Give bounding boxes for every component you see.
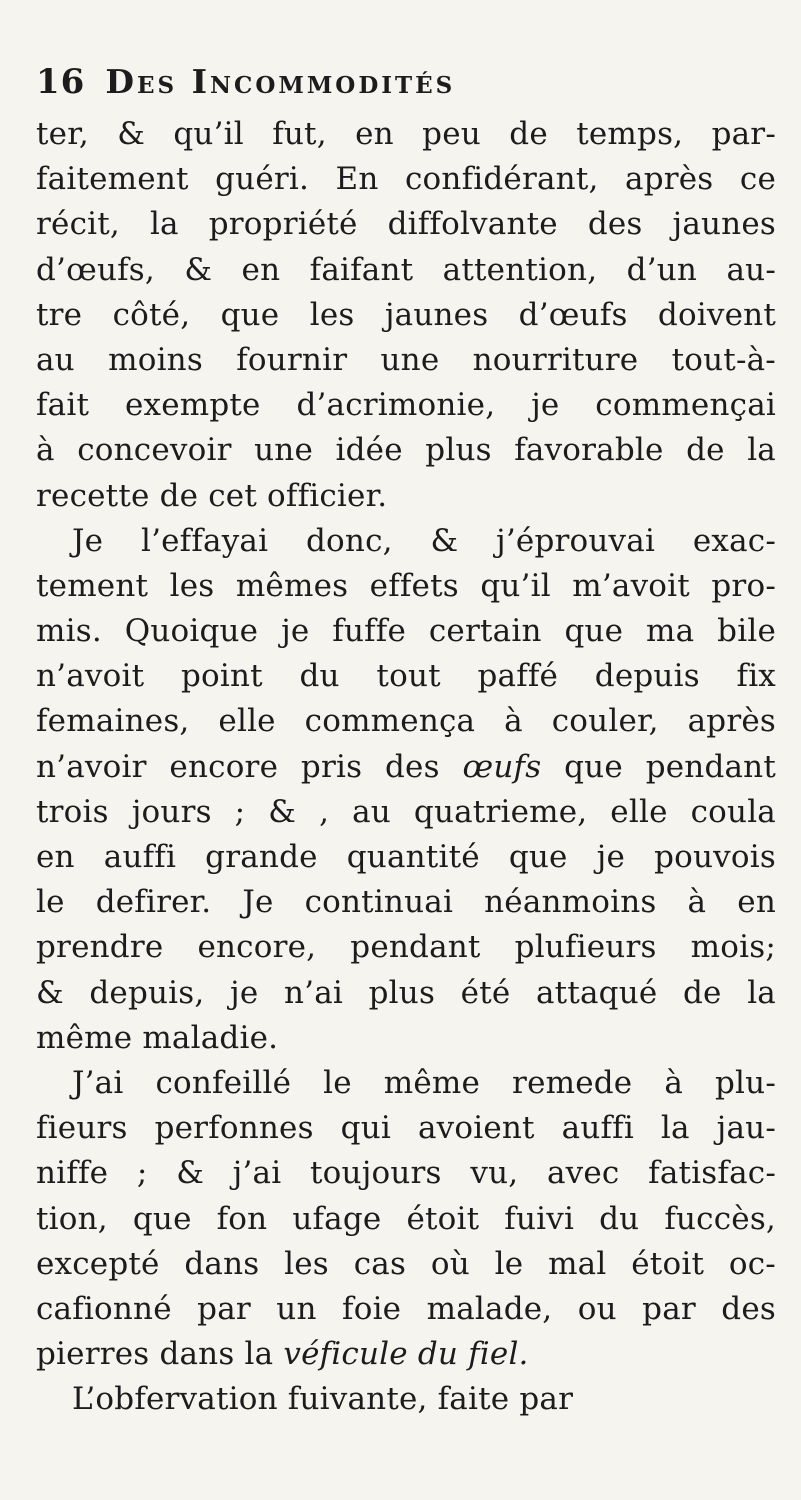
text-line: fieurs perfonnes qui avoient auffi la jau- xyxy=(36,1110,776,1147)
text-line: au moins fournir une nourriture tout-à- xyxy=(36,341,776,378)
text-line: à concevoir une idée plus favorable de la xyxy=(36,432,776,469)
text-line: L’obfervation fuivante, faite par xyxy=(72,1381,574,1418)
text-line: J’ai confeillé le même remede à plu- xyxy=(72,1064,776,1101)
text-line: récit, la propriété diffolvante des jaunes xyxy=(36,206,776,243)
text-line: excepté dans les cas où le mal étoit oc- xyxy=(36,1245,776,1282)
text-line: tion, que fon ufage étoit fuivi du fuccès, xyxy=(36,1200,776,1237)
text-line: trois jours ; & , au quatrieme, elle coula xyxy=(36,793,776,830)
text-line: cafionné par un foie malade, ou par des xyxy=(36,1290,776,1327)
text-line: n’avoit point du tout paffé depuis fix xyxy=(36,658,776,695)
text-line: tre côté, que les jaunes d’œufs doivent xyxy=(36,296,776,333)
text-line: ter, & qu’il fut, en peu de temps, par- xyxy=(36,116,776,152)
text-line: & depuis, je n’ai plus été attaqué de la xyxy=(36,974,776,1011)
page-header xyxy=(36,62,776,108)
text-line: le defirer. Je continuai néanmoins à en xyxy=(36,884,776,921)
running-title: Des Incommodités xyxy=(105,62,456,101)
text-line: faitement guéri. En confidérant, après ce xyxy=(36,161,776,198)
page-number: 16 xyxy=(36,62,86,102)
text-line: même maladie. xyxy=(36,1019,279,1056)
text-line: n’avoir encore pris des œufs que pendant xyxy=(36,748,776,785)
text-line: prendre encore, pendant plufieurs mois; xyxy=(36,929,776,966)
text-line: pierres dans la véficule du fiel. xyxy=(36,1336,529,1373)
text-line: niffe ; & j’ai toujours vu, avec fatisfac- xyxy=(36,1155,776,1192)
text-line: mis. Quoique je fuffe certain que ma bile xyxy=(36,613,776,650)
text-line: Je l’effayai donc, & j’éprouvai exac- xyxy=(72,522,776,559)
body-text xyxy=(36,112,776,1422)
text-line: d’œufs, & en faifant attention, d’un au- xyxy=(36,251,776,288)
text-line: femaines, elle commença à couler, après xyxy=(36,703,776,740)
text-line: recette de cet officier. xyxy=(36,477,388,514)
text-line: tement les mêmes effets qu’il m’avoit pro- xyxy=(36,567,776,604)
text-line: fait exempte d’acrimonie, je commençai xyxy=(36,387,776,424)
text-line: en auffi grande quantité que je pouvois xyxy=(36,839,776,875)
